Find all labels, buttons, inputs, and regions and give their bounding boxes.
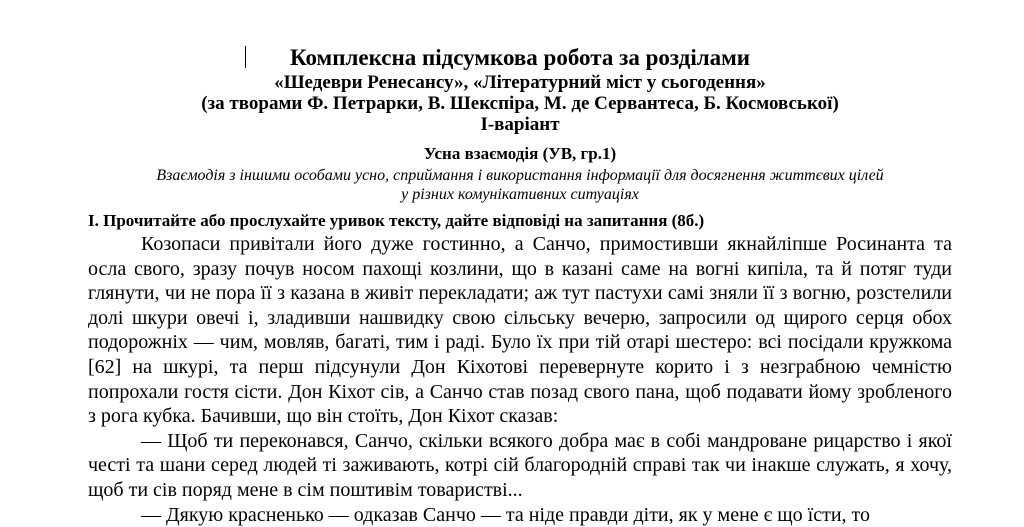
section-description — [88, 166, 952, 204]
document-subtitle-sections: «Шедеври Ренесансу», «Літературний міст у сьогодення» — [274, 72, 766, 93]
section-heading: Усна взаємодія (УВ, гр.1) — [423, 144, 617, 163]
document-subtitle-authors: (за творами Ф. Петрарки, В. Шекспіра, М. де Сервантеса, Б. Космовської) — [201, 93, 839, 114]
task-heading: І. Прочитайте або прослухайте уривок тексту, дайте відповіді на запитання (8б.) — [88, 211, 705, 230]
section-description-line1: Взаємодія з іншими особами усно, сприймання і використання інформації для досягнення життєвих цілей — [156, 167, 884, 184]
document-variant: І-варіант — [480, 114, 560, 135]
paragraph-1: Козопаси привітали його дуже гостинно, а Санчо, примостивши якнайліпше Росинанта та осла свого, зразу почув носом пахощі козлини, що в казані саме на вогні кипіла, та й потяг туди глянути, чи не пора її з казана в живіт перекладати; аж тут пастухи самі зняли її з вогню, розстелили долі шкури овечі і, зладивши нашвидку свою сільську вечерю, запросили од щирого серця обох подорожніх — чим, мовляв, багаті, тим і раді. Було їх при тій отарі шестеро: всі посідали кружкома [62] на шкурі, та перш підсунули Дон Кіхотові перевернуте корито і з незграбною чемністю попрохали гостя сісти. Дон Кіхот сів, а Санчо став позад свого пана, щоб подавати йому зробленого з рога кубка. Бачивши, що він стоїть, Дон Кіхот сказав: — [88, 233, 952, 428]
document-title: Комплексна підсумкова робота за розділами — [289, 45, 751, 70]
section-description-line2: у різних комунікативних ситуаціях — [401, 186, 639, 203]
paragraph-3: — Дякую красненько — одказав Санчо — та ніде правди діти, як у мене є що їсти, то — [141, 503, 871, 526]
paragraph-2: — Щоб ти переконався, Санчо, скільки всякого добра має в собі мандроване рицарство і якої честі та шани серед людей ті заживають, котрі сій благородній справі так чи інакше служать, я хочу, щоб ти сів поряд мене в сім поштивім товаристві... — [88, 429, 952, 501]
document-page[interactable] — [88, 44, 952, 527]
